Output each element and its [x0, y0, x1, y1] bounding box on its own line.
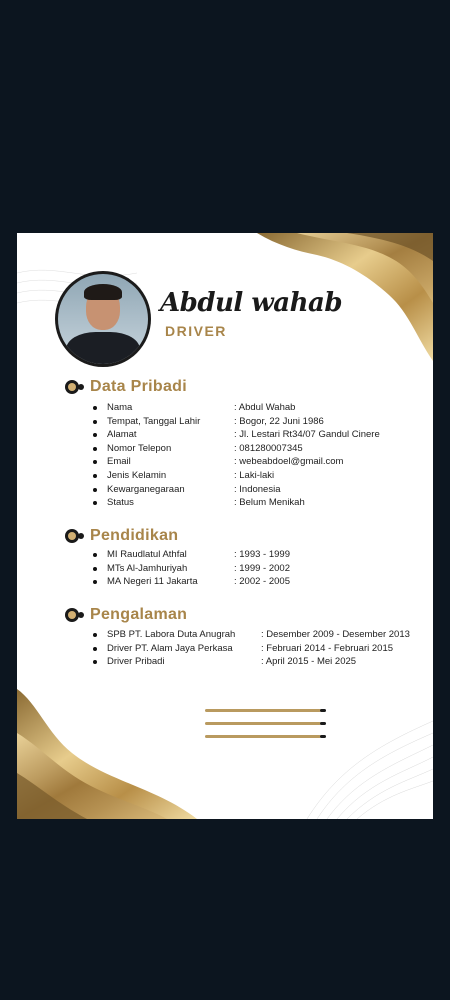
section-title-personal: Data Pribadi	[65, 378, 187, 396]
section-bullet-icon	[65, 380, 83, 394]
job-title: DRIVER	[165, 323, 227, 339]
section-bullet-icon	[65, 608, 83, 622]
section-title-education: Pendidikan	[65, 527, 178, 545]
section-title-experience: Pengalaman	[65, 606, 187, 624]
person-name: Abdul wahab	[160, 288, 343, 318]
cv-page: Abdul wahab DRIVER Data Pribadi Nama : Abdul Wahab Tempat, Tanggal Lahir : Bogor, 22 Juni 1986 Alamat : Jl. Lestari Rt34/07 Gandul Cinere Nomor Telepon : 081280007345 Email : webeabdoel@gmail.com Jenis Kelamin : Laki-laki Kewarganegaraan : Indonesia Status : Belum Menikah Pendidikan MI Raudlatul Athfal : 1993 - 1999 MTs Al-Jamhuriyah : 1999 - 2002 MA Negeri 11 Jakarta : 2002 - 2005 Pengalaman SPB PT. Labora Duta Anugrah : Desember 2009 - Desember 2013 Driver PT. Alam Jaya Perkasa : Februari 2014 - Februari 2015 Driver Pribadi : April 2015 - Mei 2025	[17, 233, 433, 819]
section-bullet-icon	[65, 529, 83, 543]
decorative-lines	[205, 709, 321, 748]
profile-photo	[55, 271, 151, 367]
